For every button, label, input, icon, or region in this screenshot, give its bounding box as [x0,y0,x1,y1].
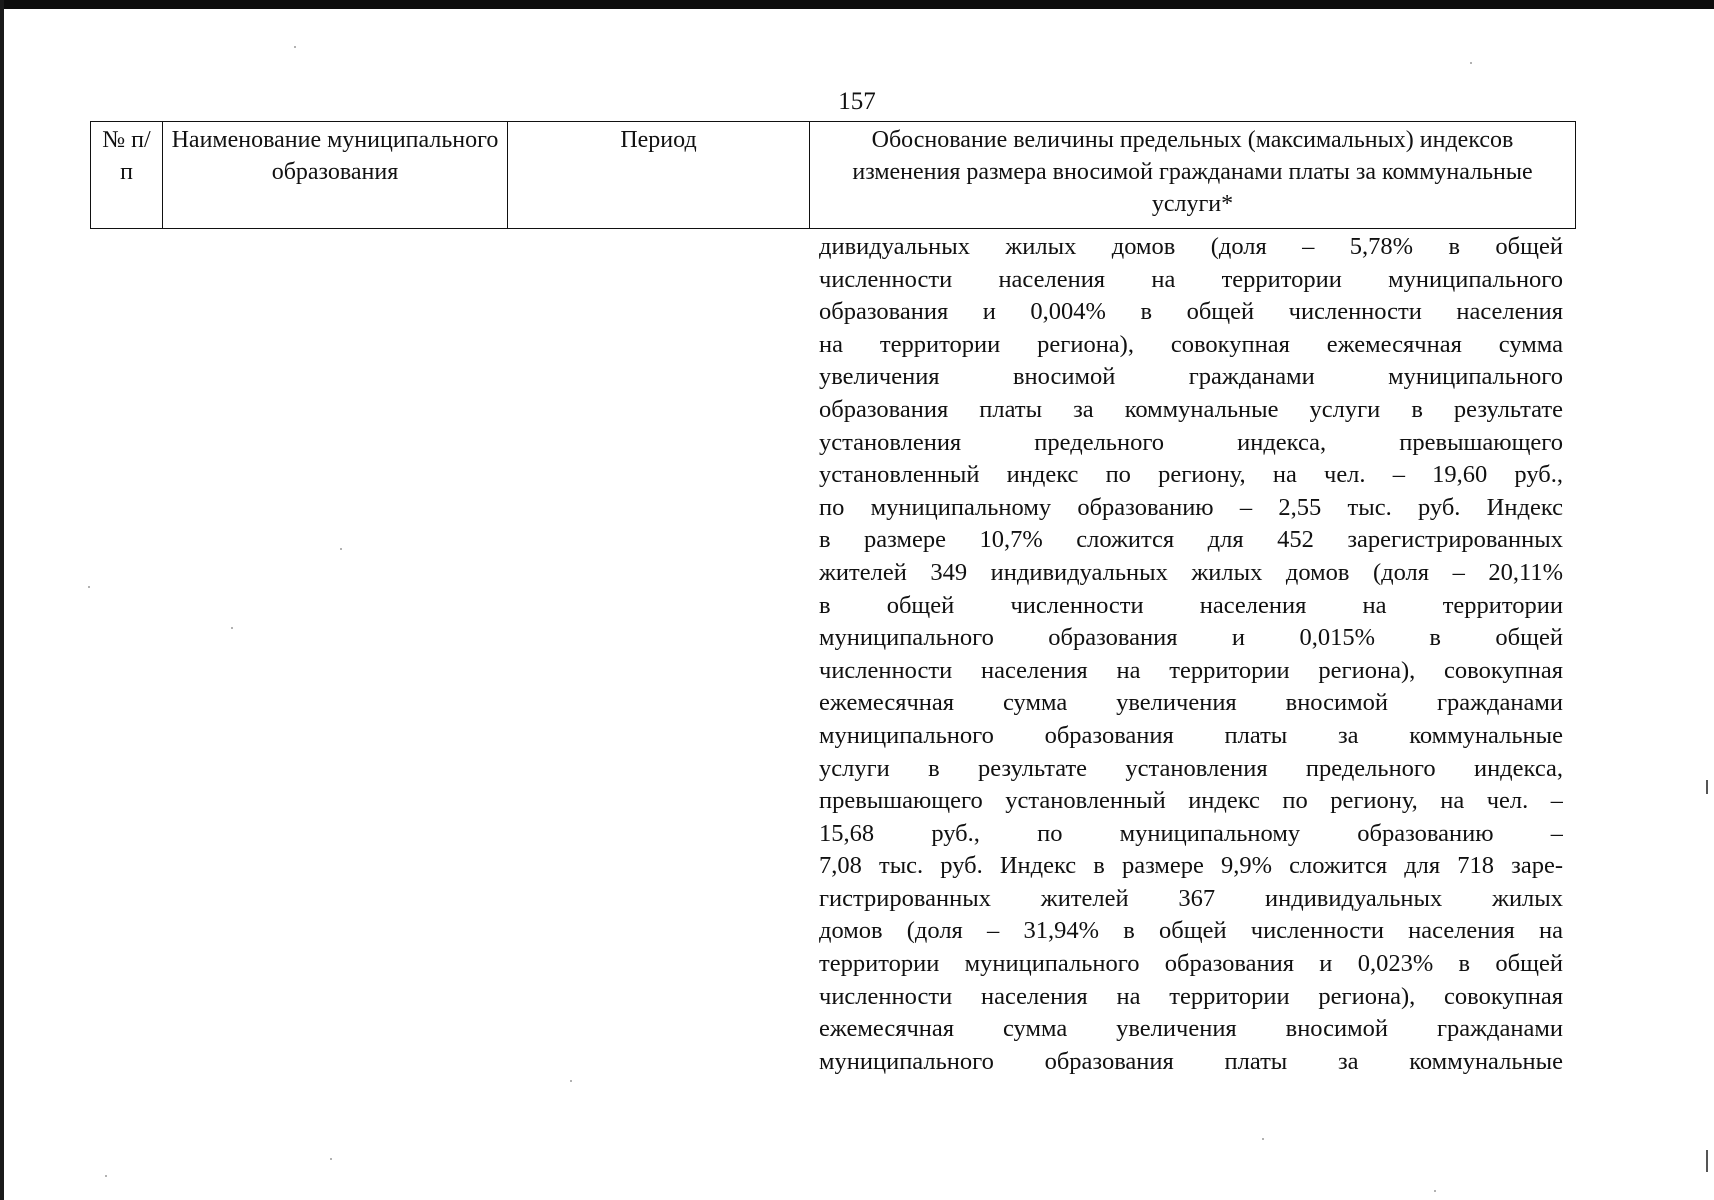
table-header [90,121,1576,229]
text-line: образования платы за коммунальные услуги в результате [819,395,1563,423]
text-line: превышающего установленный индекс по региону, на чел. – [819,787,1563,815]
scan-margin-mark [1706,1150,1708,1172]
text-line: 15,68 руб., по муниципальному образованию – [819,819,1563,847]
scan-left-edge [0,0,4,1200]
text-line: численности населения на территории муниципального [819,265,1563,293]
text-line: дивидуальных жилых домов (доля – 5,78% в общей [819,233,1563,260]
text-line: жителей 349 индивидуальных жилых домов (доля – 20,11% [819,558,1563,586]
text-line: ежемесячная сумма увеличения вносимой гражданами [819,689,1563,717]
text-line: по муниципальному образованию – 2,55 тыс. руб. Индекс [819,493,1563,521]
text-line: услуги в результате установления предельного индекса, [819,754,1563,782]
scan-speck [1434,1190,1436,1192]
scan-margin-mark [1706,780,1708,794]
text-line: 7,08 тыс. руб. Индекс в размере 9,9% сложится для 718 заре- [819,852,1563,880]
scan-speck [340,548,342,550]
text-line: домов (доля – 31,94% в общей численности населения на [819,917,1563,945]
text-line: установления предельного индекса, превышающего [819,428,1563,456]
header-col-number: № п/п [91,122,163,229]
scan-speck [88,586,90,588]
scan-top-edge [0,0,1714,9]
text-line: муниципального образования и 0,015% в общей [819,624,1563,652]
table-header-row [91,122,1576,229]
header-col-period: Период [508,122,810,229]
text-line: муниципального образования платы за коммунальные [819,721,1563,749]
scan-speck [231,627,233,629]
scan-speck [1262,1138,1264,1140]
text-line: численности населения на территории региона), совокупная [819,982,1563,1010]
text-line: на территории региона), совокупная ежемесячная сумма [819,330,1563,358]
text-line: гистрированных жителей 367 индивидуальных жилых [819,884,1563,912]
text-line: в размере 10,7% сложится для 452 зарегистрированных [819,526,1563,554]
scan-speck [330,1158,332,1160]
scan-speck [570,1080,572,1082]
page-number: 157 [838,88,876,115]
text-line: муниципального образования платы за коммунальные [819,1047,1563,1075]
scan-speck [105,1175,107,1177]
text-line: в общей численности населения на территории [819,591,1563,619]
header-col-justification: Обоснование величины предельных (максимальных) индексов изменения размера вносимой гражданами платы за коммунальные услуги* [810,122,1576,229]
text-line: увеличения вносимой гражданами муниципального [819,363,1563,391]
text-line: численности населения на территории региона), совокупная [819,656,1563,684]
scan-speck [1470,62,1472,64]
header-col-municipality-name: Наименование муниципального образования [163,122,508,229]
scan-speck [294,46,296,48]
text-line: образования и 0,004% в общей численности населения [819,298,1563,326]
text-line: ежемесячная сумма увеличения вносимой гражданами [819,1015,1563,1043]
text-line: территории муниципального образования и 0,023% в общей [819,950,1563,978]
justification-text [819,231,1563,1078]
text-line: установленный индекс по региону, на чел. – 19,60 руб., [819,461,1563,489]
